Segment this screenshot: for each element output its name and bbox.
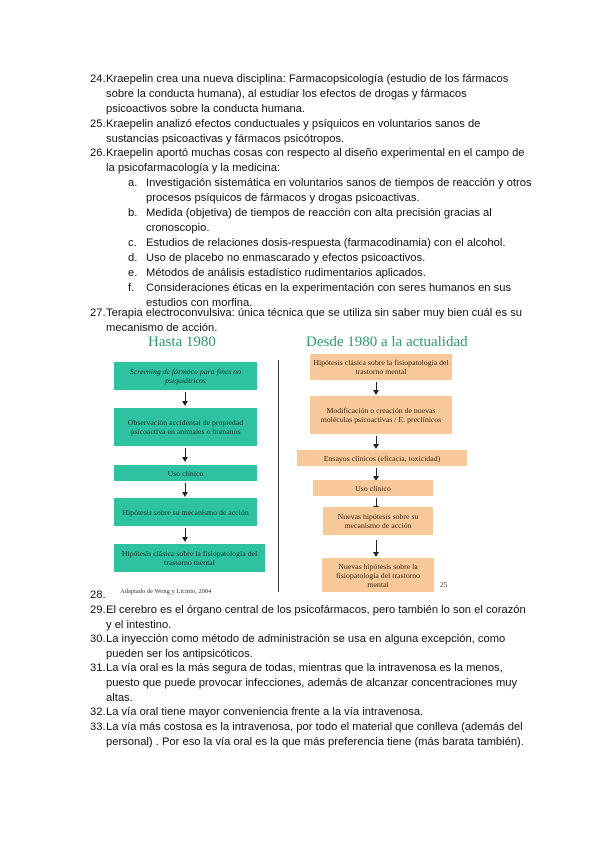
diagram-right-box-new-hypothesis: Nuevas hipótesis sobre la fisiopatología del trastorno mental bbox=[322, 558, 434, 592]
list-item-29 bbox=[90, 603, 530, 633]
item-text: La vía oral es la más segura de todas, mientras que la intravenosa es la menos, puesto que puede provocar infecciones, además de alcanzar concentraciones muy altas. bbox=[106, 662, 518, 704]
diagram-left-box-clinical-use: Uso clínico bbox=[114, 465, 257, 481]
item-number: 31. bbox=[90, 662, 106, 674]
item-number: 32. bbox=[90, 706, 106, 718]
sub-item-a bbox=[128, 176, 533, 206]
diagram-left-box-screening: Screening de fármaco para fines no psiquiátricos bbox=[114, 362, 257, 390]
sub-item-text: Investigación sistemática en voluntarios sanos de tiempos de reacción y otros procesos psíquicos de fármacos y drogas psicoactivas. bbox=[146, 177, 532, 204]
item-number: 27. bbox=[90, 307, 106, 319]
diagram-title-right: Desde 1980 a la actualidad bbox=[306, 334, 468, 350]
item-text: La inyección como método de administración se usa en alguna excepción, como pueden ser los antipsicóticos. bbox=[106, 633, 506, 660]
item-text: Terapia electroconvulsiva: única técnica que se utiliza sin saber muy bien cuál es su mecanismo de acción. bbox=[106, 307, 523, 334]
diagram-left-box-observation: Observación accidental de propiedad psicoactiva en animales o humanos bbox=[114, 408, 257, 446]
item-number: 25. bbox=[90, 118, 106, 130]
sub-item-text: Uso de placebo no enmascarado y efectos psicoactivos. bbox=[146, 252, 426, 264]
sub-item-b bbox=[128, 206, 533, 236]
sub-item-text: Medida (objetiva) de tiempos de reacción con alta precisión gracias al cronoscopio. bbox=[146, 207, 492, 234]
diagram-left-box-mechanism: Hipótesis sobre su mecanismo de acción bbox=[114, 498, 257, 526]
list-item-31 bbox=[90, 661, 530, 706]
item-text: La vía más costosa es la intravenosa, por todo el material que conlleva (además del personal) . Por eso la vía oral es la que más preferencia tiene (más barata también). bbox=[106, 721, 524, 748]
diagram-page-number: 25 bbox=[440, 580, 448, 589]
item-text: Kraepelin aportó muchas cosas con respecto al diseño experimental en el campo de la psicofarmacología y la medicina: bbox=[106, 147, 525, 174]
list-item-26 bbox=[90, 146, 530, 176]
diagram-caption: Adaptado de Wong y Licinio, 2004 bbox=[120, 588, 212, 595]
sub-item-text: Estudios de relaciones dosis-respuesta (farmacodinamia) con el alcohol. bbox=[146, 237, 506, 249]
sub-item-letter: f. bbox=[128, 282, 135, 294]
list-item-32 bbox=[90, 705, 530, 720]
sub-item-e bbox=[128, 266, 533, 281]
list-item-25 bbox=[90, 117, 530, 147]
item-number: 29. bbox=[90, 604, 106, 616]
drug-discovery-diagram bbox=[100, 332, 510, 600]
sub-item-c bbox=[128, 236, 533, 251]
diagram-right-box-new-mechanism: Nuevas hipótesis sobre su mecanismo de acción bbox=[323, 507, 433, 535]
sub-item-letter: a. bbox=[128, 177, 138, 189]
item-number: 28. bbox=[90, 589, 106, 601]
sub-item-letter: c. bbox=[128, 237, 137, 249]
diagram-right-box-clinical-trials: Ensayos clínicos (eficacia, toxicidad) bbox=[297, 450, 467, 466]
item-text: La vía oral tiene mayor conveniencia frente a la vía intravenosa. bbox=[106, 706, 424, 718]
list-item-24 bbox=[90, 72, 530, 117]
diagram-right-box-clinical-use: Uso clínico bbox=[313, 480, 433, 496]
item-text: Kraepelin analizó efectos conductuales y psíquicos en voluntarios sanos de sustancias psicoactivas y fármacos psicótropos. bbox=[106, 118, 481, 145]
list-item-33 bbox=[90, 720, 530, 750]
item-number: 30. bbox=[90, 633, 106, 645]
diagram-left-box-classic-hypothesis: Hipótesis clásica sobre la fisiopatología del trastorno mental bbox=[114, 544, 265, 572]
list-item-30 bbox=[90, 632, 530, 662]
item-number: 26. bbox=[90, 147, 106, 159]
item-number: 33. bbox=[90, 721, 106, 733]
sub-item-text: Métodos de análisis estadístico rudimentarios aplicados. bbox=[146, 267, 426, 279]
item-text: Kraepelin crea una nueva disciplina: Farmacopsicología (estudio de los fármacos sobre la conducta humana), al estudiar los efectos de drogas y fármacos psicoactivos sobre la conducta humana. bbox=[106, 73, 509, 115]
sub-item-letter: b. bbox=[128, 207, 138, 219]
diagram-right-box-new-molecules: Modificación o creación de nuevas moléculas psicoactivas / E. preclínicos bbox=[310, 396, 452, 434]
item-number: 24. bbox=[90, 73, 106, 85]
sub-item-letter: e. bbox=[128, 267, 138, 279]
sub-item-d bbox=[128, 251, 533, 266]
sub-item-text: Consideraciones éticas en la experimentación con seres humanos en sus estudios con morfina. bbox=[146, 282, 512, 309]
diagram-right-box-classic-hypothesis: Hipótesis clásica sobre la fisiopatología del trastorno mental bbox=[310, 354, 452, 380]
item-text: El cerebro es el órgano central de los psicofármacos, pero también lo son el corazón y el intestino. bbox=[106, 604, 526, 631]
diagram-divider bbox=[278, 360, 279, 592]
sub-item-letter: d. bbox=[128, 252, 138, 264]
diagram-title-left: Hasta 1980 bbox=[148, 334, 216, 350]
